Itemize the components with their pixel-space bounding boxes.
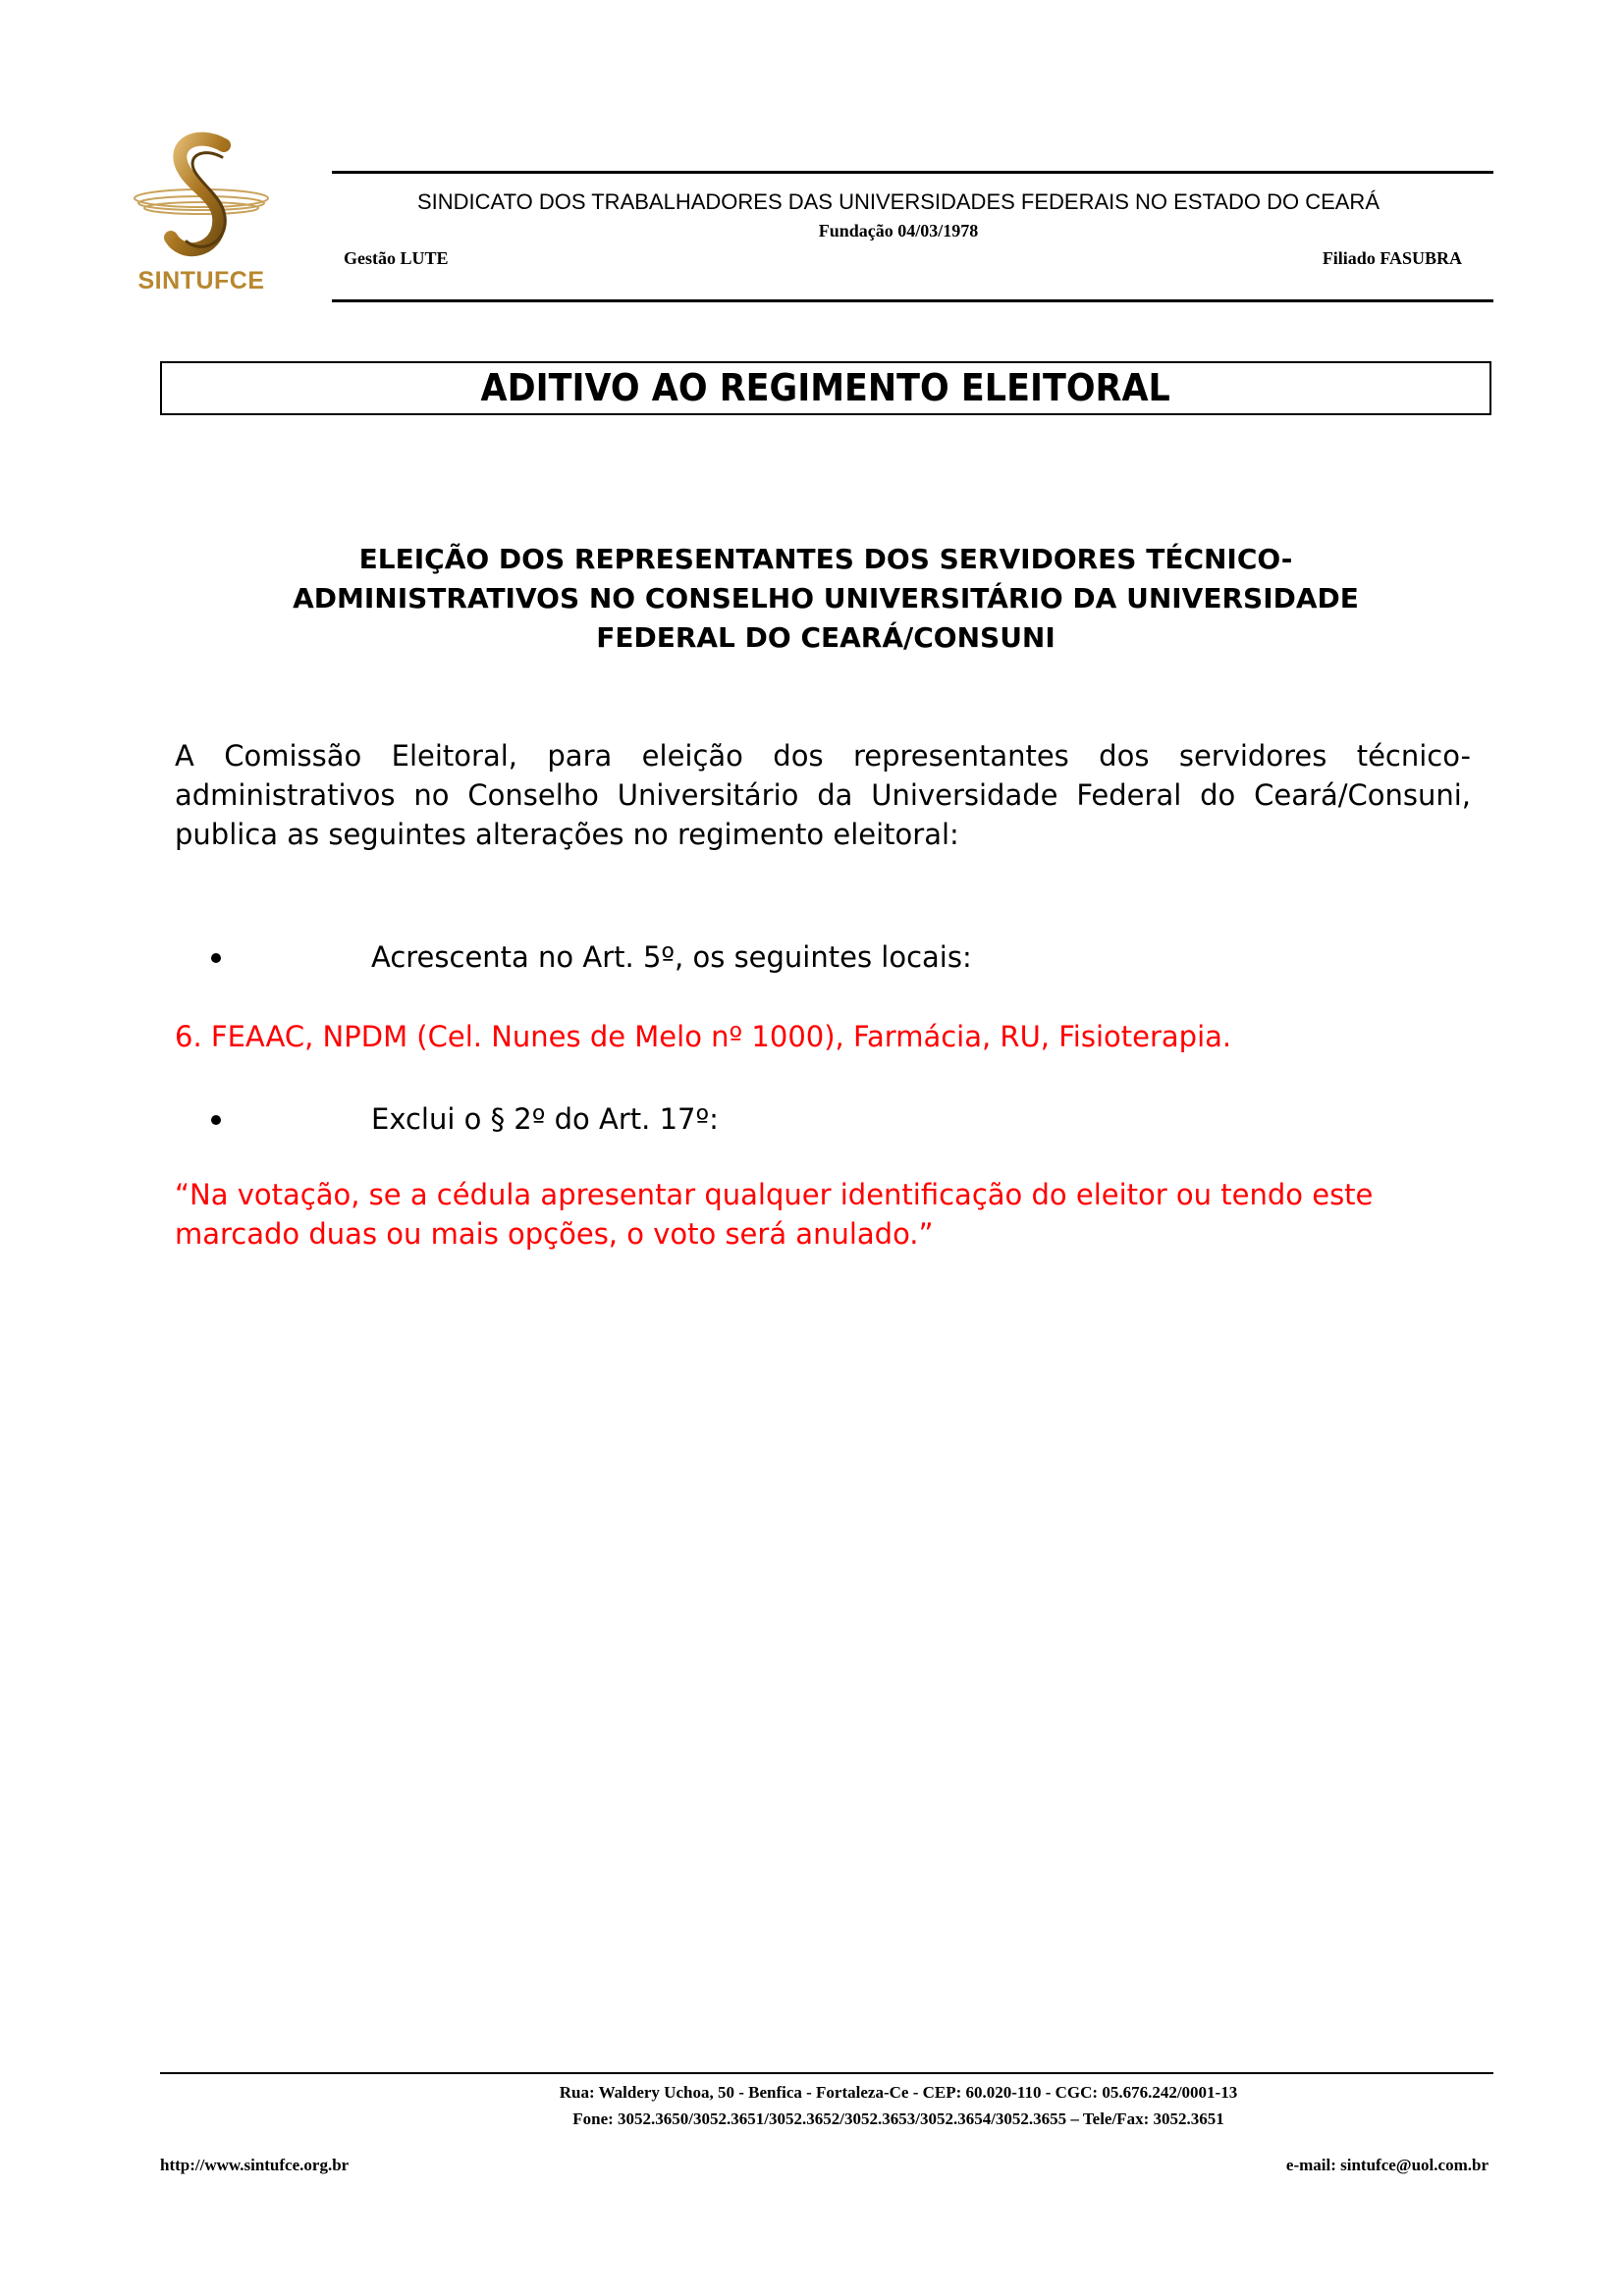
affiliation-label: Filiado FASUBRA — [1322, 248, 1462, 268]
logo-emblem-icon — [128, 128, 275, 265]
bullet-text: Acrescenta no Art. 5º, os seguintes locais: — [371, 940, 972, 974]
footer-email-link[interactable]: e-mail: sintufce@uol.com.br — [1285, 2156, 1489, 2174]
footer-rule — [160, 2072, 1493, 2074]
document-title: ADITIVO AO REGIMENTO ELEITORAL — [480, 366, 1171, 409]
bullet-text: Exclui o § 2º do Art. 17º: — [371, 1102, 719, 1136]
organization-name: SINDICATO DOS TRABALHADORES DAS UNIVERSIDADES FEDERAIS NO ESTADO DO CEARÁ — [416, 189, 1380, 214]
added-locations-item: 6. FEAAC, NPDM (Cel. Nunes de Melo nº 1000), Farmácia, RU, Fisioterapia. — [175, 1020, 1232, 1053]
footer-address: Rua: Waldery Uchoa, 50 - Benfica - Fortaleza-Ce - CEP: 60.020-110 - CGC: 05.676.242/0001-13 — [559, 2083, 1238, 2102]
bullet-dot-icon — [211, 1115, 221, 1125]
header-top-rule — [332, 171, 1493, 174]
subtitle-line: ADMINISTRATIVOS NO CONSELHO UNIVERSITÁRIO DA UNIVERSIDADE — [293, 582, 1359, 614]
subtitle-line: FEDERAL DO CEARÁ/CONSUNI — [596, 621, 1056, 654]
paragraph-line: administrativos no Conselho Universitário da Universidade Federal do Ceará/Consuni, — [175, 778, 1471, 812]
paragraph-line: publica as seguintes alterações no regimento eleitoral: — [175, 818, 959, 851]
sintufce-logo — [128, 128, 275, 299]
paragraph-line: A Comissão Eleitoral, para eleição dos representantes dos servidores técnico- — [175, 739, 1471, 773]
logo-text: SINTUFCE — [137, 267, 265, 294]
header-bottom-rule — [332, 299, 1493, 302]
management-label: Gestão LUTE — [344, 248, 449, 268]
intro-paragraph — [175, 736, 1471, 854]
bullet-dot-icon — [211, 953, 221, 963]
footer-website-link[interactable]: http://www.sintufce.org.br — [160, 2156, 350, 2174]
document-title-box — [160, 361, 1491, 415]
subtitle-line: ELEIÇÃO DOS REPRESENTANTES DOS SERVIDORES TÉCNICO- — [358, 543, 1293, 575]
election-subtitle — [160, 540, 1491, 658]
foundation-date: Fundação 04/03/1978 — [818, 221, 979, 240]
excluded-paragraph-quote — [175, 1175, 1373, 1254]
footer-phones: Fone: 3052.3650/3052.3651/3052.3652/3052.3653/3052.3654/3052.3655 – Tele/Fax: 3052.3651 — [572, 2109, 1224, 2128]
quote-line: “Na votação, se a cédula apresentar qualquer identificação do eleitor ou tendo este — [175, 1178, 1374, 1211]
quote-line: marcado duas ou mais opções, o voto será anulado.” — [175, 1217, 934, 1251]
